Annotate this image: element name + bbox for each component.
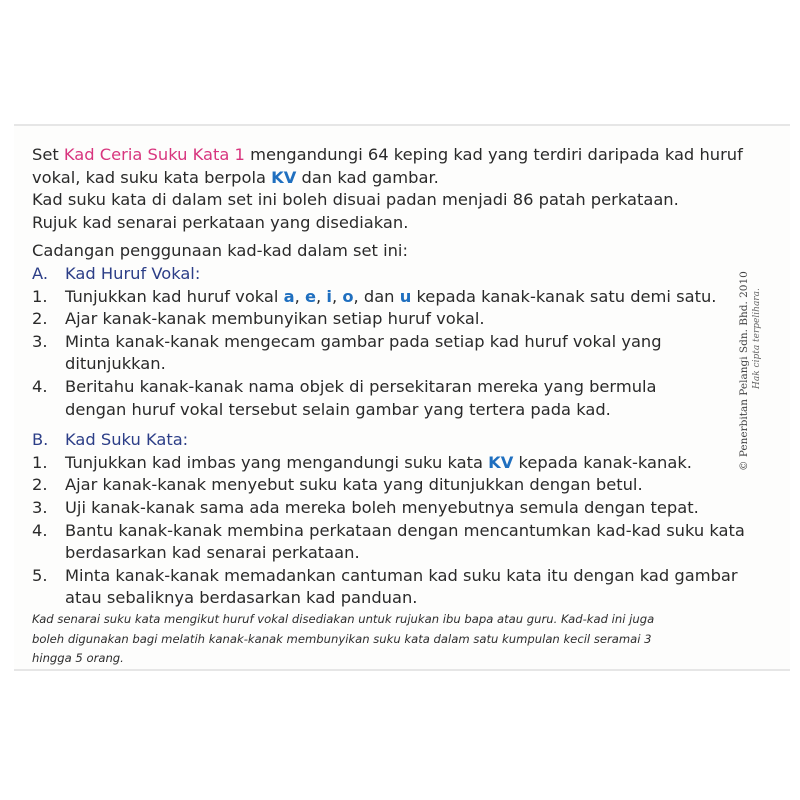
item-text	[65, 452, 748, 475]
text-part: , dan	[353, 286, 400, 306]
item-text	[65, 565, 748, 610]
text-line: berdasarkan kad senarai perkataan.	[65, 543, 360, 563]
item-text: Minta kanak-kanak mengecam gambar pada setiap kad huruf vokal yang ditunjukkan.	[65, 331, 662, 374]
list-item	[32, 376, 748, 421]
list-item	[32, 474, 748, 497]
item-number: 1.	[32, 452, 48, 472]
text-part: Tunjukkan kad huruf vokal	[65, 286, 284, 306]
text-part: Tunjukkan kad imbas yang mengandungi suku kata	[65, 452, 489, 472]
list-item	[32, 520, 748, 565]
section-a-heading	[32, 263, 748, 286]
kv-label: KV	[488, 452, 514, 472]
item-text: Ajar kanak-kanak membunyikan setiap huruf vokal.	[65, 309, 485, 329]
item-number: 3.	[32, 497, 48, 517]
vowel-label: a	[283, 286, 295, 306]
item-number: 2.	[32, 475, 48, 495]
intro-line-4: Rujuk kad senarai perkataan yang disediakan.	[32, 212, 409, 232]
copyright-line: © Penerbitan Pelangi Sdn. Bhd. 2010	[738, 271, 750, 471]
section-letter: A.	[32, 263, 49, 283]
footnote-line: Kad senarai suku kata mengikut huruf vokal disediakan untuk rujukan ibu bapa atau guru. Kad-kad ini juga	[32, 612, 655, 626]
item-text	[65, 286, 748, 309]
item-number: 3.	[32, 331, 48, 351]
kv-label: KV	[271, 167, 297, 187]
intro-line-3: Kad suku kata di dalam set ini boleh disuai padan menjadi 86 patah perkataan.	[32, 190, 679, 210]
item-text: Uji kanak-kanak sama ada mereka boleh menyebutnya semula dengan tepat.	[65, 497, 699, 517]
text-part: ,	[294, 286, 305, 306]
text-line: Beritahu kanak-kanak nama objek di persekitaran mereka yang bermula	[65, 376, 657, 396]
set-title: Kad Ceria Suku Kata 1	[63, 145, 245, 164]
list-item	[32, 308, 748, 331]
list-item	[32, 286, 748, 309]
intro-line-2	[32, 167, 748, 190]
vowel-label: u	[399, 286, 412, 306]
intro-text: mengandungi 64 keping kad yang terdiri daripada kad huruf	[244, 145, 743, 164]
text-part: kepada kanak-kanak satu demi satu.	[411, 286, 717, 306]
list-item	[32, 452, 748, 475]
text-line: dengan huruf vokal tersebut selain gambar yang tertera pada kad.	[65, 399, 611, 419]
item-number: 4.	[32, 376, 48, 396]
list-item	[32, 565, 748, 610]
text-line: Minta kanak-kanak memadankan cantuman kad suku kata itu dengan kad gambar	[65, 565, 738, 585]
text-part: ,	[331, 286, 343, 306]
section-letter: B.	[32, 430, 49, 450]
intro-text: dan kad gambar.	[296, 167, 439, 187]
copyright-notice	[738, 211, 778, 471]
text-line: atau sebaliknya berdasarkan kad panduan.	[65, 588, 418, 608]
footnote	[32, 610, 732, 669]
intro-text: Set	[32, 145, 64, 164]
vowel-label: e	[304, 286, 317, 306]
item-text	[65, 376, 748, 421]
footnote-line: boleh digunakan bagi melatih kanak-kanak membunyikan suku kata dalam satu kumpulan kecil seramai 3	[32, 631, 652, 646]
card-content	[32, 144, 748, 610]
instruction-card	[14, 124, 790, 671]
text-line: Bantu kanak-kanak membina perkataan dengan mencantumkan kad-kad suku kata	[65, 520, 745, 540]
item-number: 4.	[32, 520, 48, 540]
item-text	[65, 520, 748, 565]
rights-reserved-line: Hak cipta terpelihara.	[752, 288, 762, 389]
section-title: Kad Huruf Vokal:	[65, 263, 201, 283]
vowel-label: i	[326, 286, 332, 306]
intro-paragraph	[32, 144, 748, 234]
footnote-line: hingga 5 orang.	[32, 651, 124, 665]
text-part: ,	[316, 286, 327, 306]
usage-heading: Cadangan penggunaan kad-kad dalam set ini:	[32, 241, 408, 261]
section-b-heading	[32, 429, 748, 452]
intro-line-1	[32, 144, 748, 167]
vowel-label: o	[342, 286, 354, 306]
list-item	[32, 497, 748, 520]
list-item	[32, 331, 748, 376]
item-text: Ajar kanak-kanak menyebut suku kata yang ditunjukkan dengan betul.	[65, 475, 643, 495]
intro-text: vokal, kad suku kata berpola	[32, 167, 272, 187]
item-number: 2.	[32, 309, 48, 329]
section-title: Kad Suku Kata:	[65, 430, 189, 450]
text-part: kepada kanak-kanak.	[513, 452, 692, 472]
item-number: 1.	[32, 286, 48, 306]
item-number: 5.	[32, 565, 48, 585]
